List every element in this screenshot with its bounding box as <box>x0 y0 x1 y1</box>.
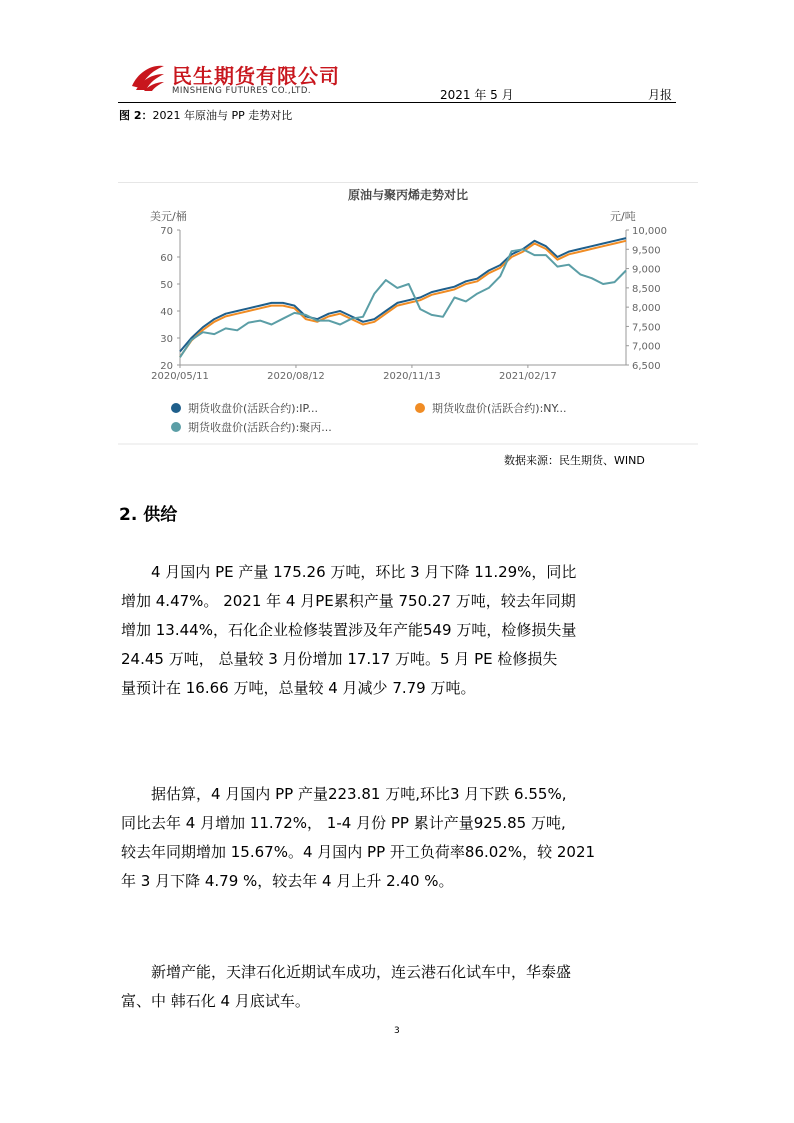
figure-caption <box>119 107 292 123</box>
y-right-tick-label: 9,500 <box>632 245 661 257</box>
x-tick-label: 2020/05/11 <box>151 371 209 382</box>
y-left-tick-label: 40 <box>160 307 173 318</box>
chart-title: 原油与聚丙烯走势对比 <box>347 188 469 202</box>
legend-marker-1 <box>171 403 181 413</box>
legend-label-1: 期货收盘价(活跃合约):IP... <box>188 402 318 415</box>
paragraph-line: 富、中 韩石化 4 月底试车。 <box>121 992 310 1010</box>
y-right-tick-label: 10,000 <box>632 226 667 237</box>
paragraph-line: 据估算，4 月国内 PP 产量223.81 万吨,环比3 月下跌 6.55%, <box>151 785 567 803</box>
y-right-axis-label: 元/吨 <box>610 210 636 223</box>
paragraph-new-capacity <box>121 958 673 1016</box>
paragraph-line: 新增产能，天津石化近期试车成功，连云港石化试车中，华泰盛 <box>151 963 572 981</box>
y-left-tick-label: 70 <box>160 226 173 237</box>
company-name-cn: 民生期货有限公司 <box>172 64 340 88</box>
x-tick-label: 2020/08/12 <box>267 371 325 382</box>
paragraph-pe-output <box>121 558 673 703</box>
paragraph-line: 同比去年 4 月增加 11.72%， 1-4 月份 PP 累计产量925.85 万吨, <box>121 814 566 832</box>
x-tick-label: 2021/02/17 <box>499 371 557 382</box>
company-logo-icon <box>130 62 166 92</box>
header-divider <box>118 102 676 103</box>
legend-marker-3 <box>171 422 181 432</box>
paragraph-line: 24.45 万吨， 总量较 3 月份增加 17.17 万吨。5 月 PE 检修损失 <box>121 650 558 668</box>
legend-label-2: 期货收盘价(活跃合约):NY... <box>432 402 567 415</box>
y-right-tick-label: 8,500 <box>632 283 661 295</box>
report-date: 2021 年 5 月 <box>440 88 514 102</box>
paragraph-line: 增加 13.44%，石化企业检修装置涉及年产能549 万吨，检修损失量 <box>121 621 577 639</box>
paragraph-pp-output <box>121 780 673 896</box>
y-left-tick-label: 30 <box>160 334 173 345</box>
y-right-tick-label: 9,000 <box>632 264 661 276</box>
paragraph-line: 年 3 月下降 4.79 %，较去年 4 月上升 2.40 %。 <box>121 872 454 890</box>
legend-label-3: 期货收盘价(活跃合约):聚丙... <box>188 421 332 434</box>
section-heading: 2. 供给 <box>119 505 178 525</box>
page-number: 3 <box>394 1026 400 1036</box>
oil-pp-chart <box>118 182 698 447</box>
report-type: 月报 <box>648 88 673 102</box>
legend-marker-2 <box>415 403 425 413</box>
figure-caption-text: 2021 年原油与 PP 走势对比 <box>152 109 293 122</box>
y-right-tick-label: 6,500 <box>632 361 661 372</box>
figure-caption-label: 图 2： <box>119 109 153 122</box>
paragraph-line: 4 月国内 PE 产量 175.26 万吨，环比 3 月下降 11.29%，同比 <box>151 563 577 581</box>
data-source: 数据来源：民生期货、WIND <box>504 454 645 467</box>
paragraph-line: 较去年同期增加 15.67%。4 月国内 PP 开工负荷率86.02%，较 2021 <box>121 843 596 861</box>
y-left-tick-label: 20 <box>160 361 173 372</box>
y-left-tick-label: 50 <box>160 280 173 291</box>
y-right-tick-label: 8,000 <box>632 303 661 315</box>
paragraph-line: 增加 4.47%。 2021 年 4 月PE累积产量 750.27 万吨，较去年同期 <box>121 592 576 610</box>
x-tick-label: 2020/11/13 <box>383 371 441 382</box>
company-name-en: MINSHENG FUTURES CO.,LTD. <box>172 86 312 96</box>
paragraph-line: 量预计在 16.66 万吨，总量较 4 月减少 7.79 万吨。 <box>121 679 476 697</box>
y-left-axis-label: 美元/桶 <box>150 210 187 223</box>
y-right-tick-label: 7,000 <box>632 341 661 353</box>
y-left-tick-label: 60 <box>160 253 173 264</box>
y-right-tick-label: 7,500 <box>632 322 661 334</box>
